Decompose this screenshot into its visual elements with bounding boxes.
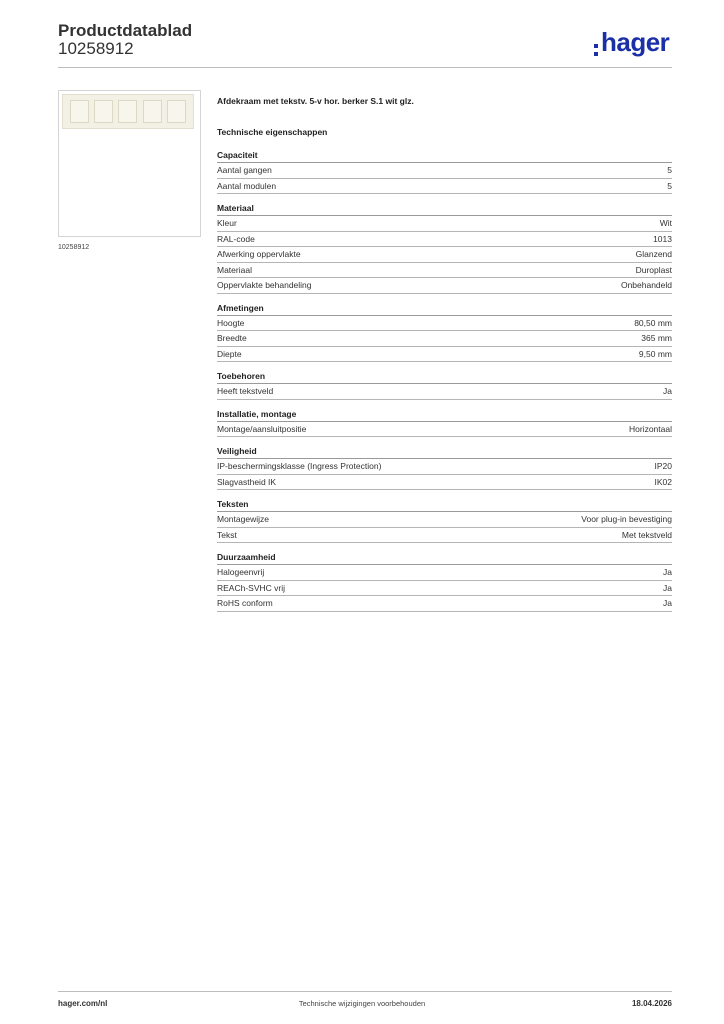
spec-value: Met tekstveld — [621, 529, 672, 540]
image-caption: 10258912 — [58, 244, 90, 251]
spec-label: Hoogte — [217, 317, 245, 328]
spec-value: 5 — [667, 165, 672, 175]
spec-row — [217, 216, 672, 232]
logo-dots-icon — [594, 44, 599, 56]
frame-opening — [94, 100, 113, 123]
hager-logo — [594, 27, 669, 58]
spec-label: Slagvastheid IK — [217, 476, 277, 487]
spec-label: Aantal modulen — [217, 180, 277, 191]
spec-section — [217, 303, 672, 363]
spec-sections — [217, 150, 672, 612]
spec-label: RoHS conform — [217, 598, 273, 608]
spec-label: Oppervlakte behandeling — [217, 280, 312, 290]
spec-section — [217, 446, 672, 490]
spec-row — [217, 581, 672, 597]
section-title: Materiaal — [217, 203, 672, 216]
spec-value: IK02 — [654, 476, 672, 487]
spec-label: Montagewijze — [217, 514, 269, 524]
switch-frame-5-gang-image — [62, 94, 194, 129]
spec-value: Ja — [663, 567, 672, 577]
spec-row — [217, 247, 672, 263]
spec-label: Kleur — [217, 218, 237, 228]
footer-divider — [58, 991, 672, 992]
spec-value: Voor plug-in bevestiging — [581, 514, 672, 524]
header-title: Productdatablad — [58, 21, 193, 40]
frame-opening — [118, 100, 137, 123]
spec-row — [217, 528, 672, 544]
section-title: Teksten — [217, 499, 672, 512]
spec-value: 365 mm — [641, 333, 672, 343]
section-title: Veiligheid — [217, 446, 672, 459]
spec-value: 80,50 mm — [634, 317, 672, 328]
spec-section — [217, 552, 672, 612]
spec-value: 1013 — [653, 233, 672, 244]
spec-value: Onbehandeld — [620, 280, 672, 290]
section-title: Toebehoren — [217, 371, 672, 384]
spec-row — [217, 263, 672, 279]
spec-label: IP-beschermingsklasse (Ingress Protection) — [217, 461, 382, 471]
spec-row — [217, 459, 672, 475]
spec-value: 5 — [667, 180, 672, 191]
spec-label: Breedte — [217, 333, 247, 343]
frame-opening — [167, 100, 186, 123]
spec-row — [217, 512, 672, 528]
spec-value: IP20 — [654, 461, 672, 471]
spec-row — [217, 163, 672, 179]
spec-row — [217, 316, 672, 332]
spec-label: Afwerking oppervlakte — [217, 249, 301, 259]
product-number: 10258912 — [58, 39, 134, 58]
section-title: Afmetingen — [217, 303, 672, 316]
frame-opening — [143, 100, 162, 123]
spec-row — [217, 475, 672, 491]
spec-row — [217, 278, 672, 294]
product-image — [58, 90, 201, 237]
spec-section — [217, 499, 672, 543]
spec-row — [217, 596, 672, 612]
spec-section — [217, 203, 672, 294]
spec-row — [217, 384, 672, 400]
section-title: Installatie, montage — [217, 409, 672, 422]
spec-value: 9,50 mm — [638, 348, 672, 359]
spec-label: Diepte — [217, 348, 242, 359]
spec-section — [217, 409, 672, 438]
spec-row — [217, 179, 672, 195]
spec-label: Montage/aansluitpositie — [217, 423, 307, 434]
spec-value: Duroplast — [635, 264, 672, 275]
spec-label: Halogeenvrij — [217, 567, 265, 577]
spec-value: Glanzend — [635, 249, 672, 259]
section-title: Capaciteit — [217, 150, 672, 163]
spec-label: Materiaal — [217, 264, 252, 275]
section-title: Duurzaamheid — [217, 552, 672, 565]
spec-label: Tekst — [217, 529, 237, 540]
spec-row — [217, 565, 672, 581]
spec-value: Ja — [663, 598, 672, 608]
spec-label: Heeft tekstveld — [217, 386, 274, 396]
tech-properties-title: Technische eigenschappen — [217, 127, 328, 137]
spec-value: Ja — [663, 582, 672, 593]
logo-text: hager — [601, 27, 670, 57]
spec-label: Aantal gangen — [217, 165, 272, 175]
spec-label: REACh-SVHC vrij — [217, 582, 286, 593]
header-divider — [58, 67, 672, 68]
spec-row — [217, 347, 672, 363]
spec-label: RAL-code — [217, 233, 255, 244]
specs-content — [217, 96, 672, 621]
spec-section — [217, 150, 672, 194]
spec-value: Horizontaal — [629, 423, 672, 434]
spec-row — [217, 331, 672, 347]
product-title: Afdekraam met tekstv. 5-v hor. berker S.1 wit glz. — [217, 96, 414, 106]
spec-value: Wit — [659, 218, 672, 228]
frame-opening — [70, 100, 89, 123]
spec-row — [217, 422, 672, 438]
footer-notice: Technische wijzigingen voorbehouden — [298, 999, 426, 1008]
spec-section — [217, 371, 672, 400]
spec-value: Ja — [663, 386, 672, 396]
spec-row — [217, 232, 672, 248]
footer-website[interactable]: hager.com/nl — [58, 999, 108, 1008]
footer-date: 18.04.2026 — [631, 999, 672, 1008]
